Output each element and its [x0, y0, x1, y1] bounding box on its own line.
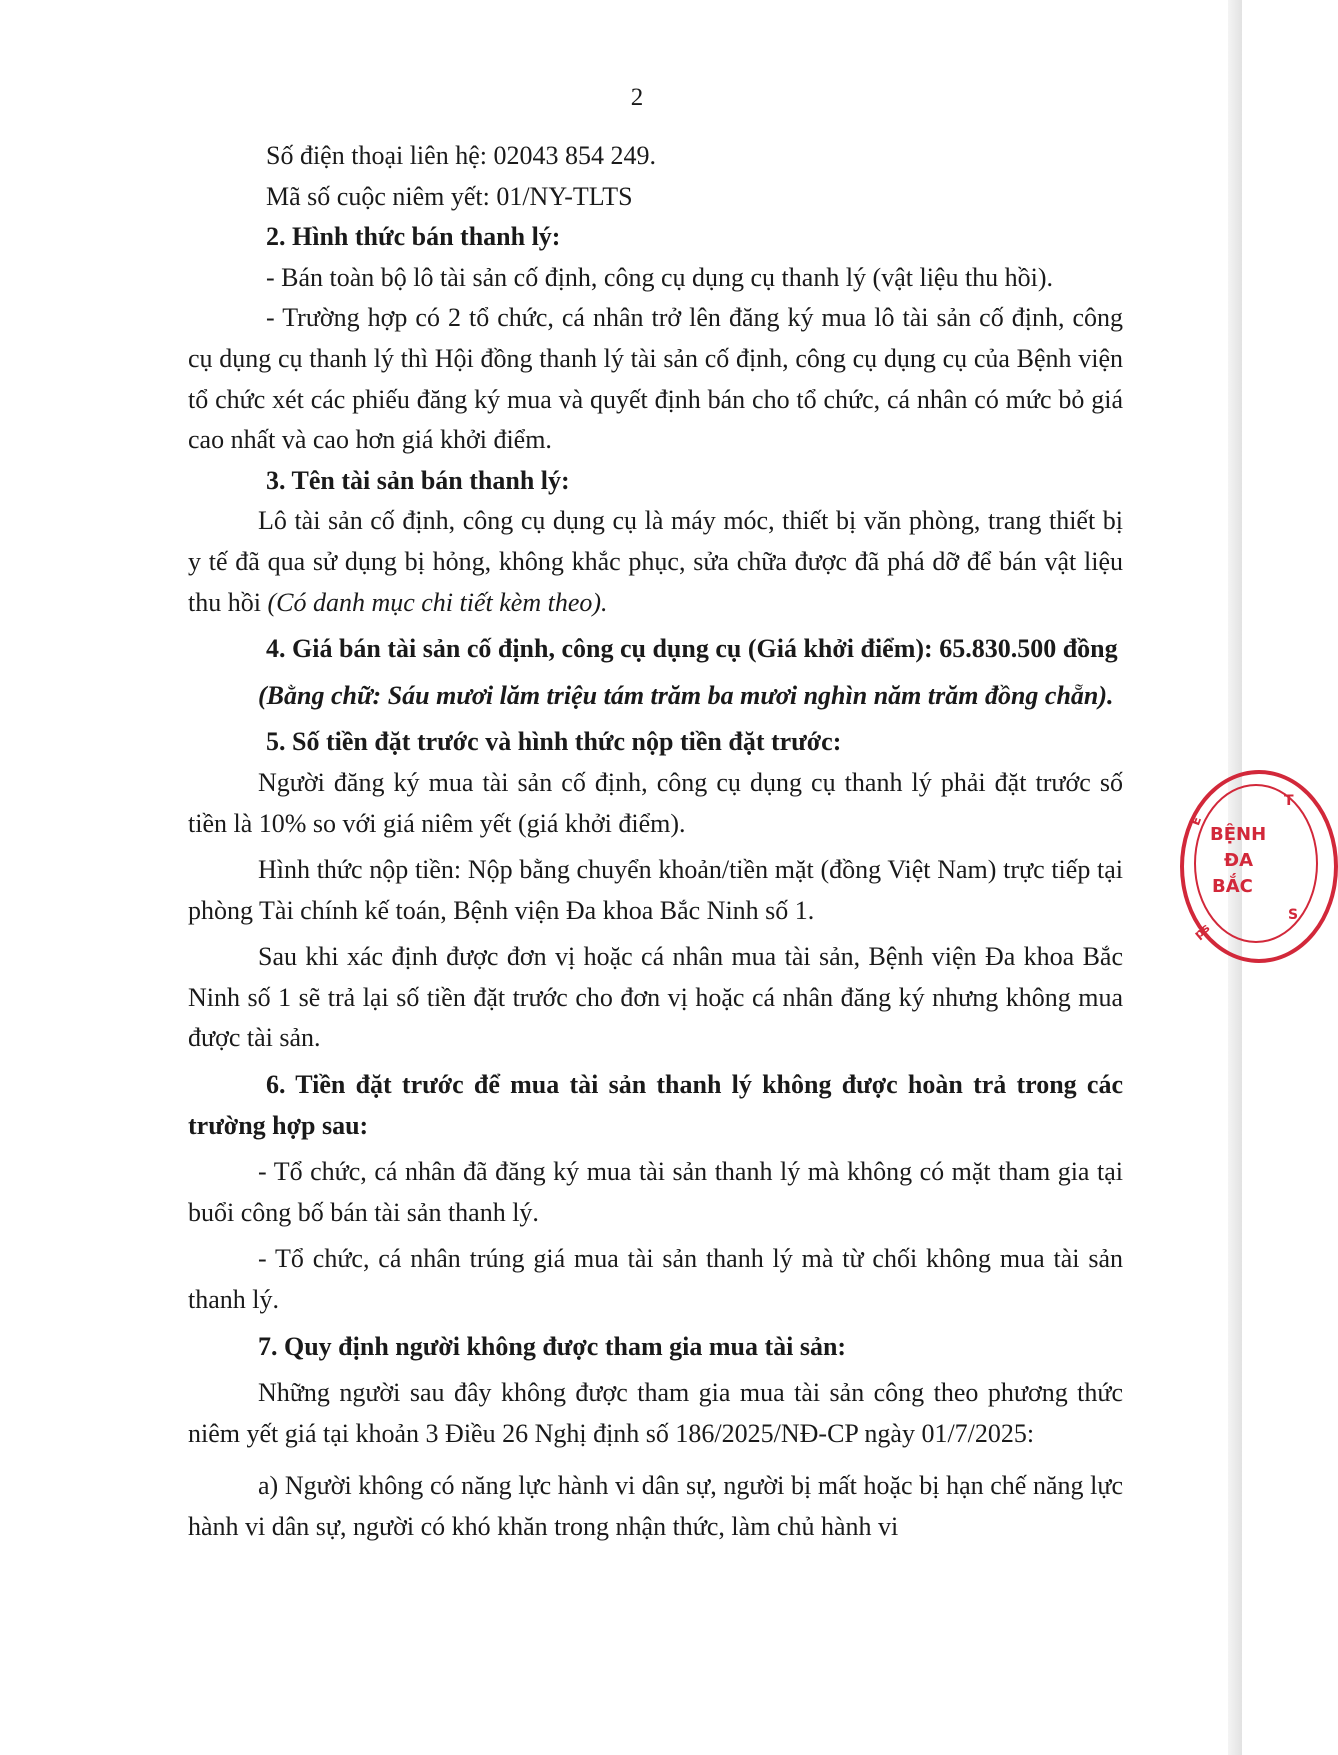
section-2-heading: 2. Hình thức bán thanh lý:	[266, 222, 561, 252]
section-5-para-2: Hình thức nộp tiền: Nộp bằng chuyển khoản/tiền mặt (đồng Việt Nam) trực tiếp tại phòng Tài chính kế toán, Bệnh viện Đa khoa Bắc Ninh số 1.	[188, 855, 1123, 925]
section-3-note: (Có danh mục chi tiết kèm theo).	[267, 587, 608, 617]
section-6-item-1: - Tổ chức, cá nhân đã đăng ký mua tài sản thanh lý mà không có mặt tham gia tại buổi công bố bán tài sản thanh lý.	[188, 1157, 1123, 1227]
section-5-heading: 5. Số tiền đặt trước và hình thức nộp tiền đặt trước:	[266, 727, 842, 757]
stamp-inner-ring	[1194, 784, 1318, 943]
stamp-text-line-2: ĐA	[1224, 850, 1254, 871]
stamp-text-bottom: S	[1288, 907, 1299, 923]
stamp-text-lower-left: ps	[1191, 920, 1213, 942]
document-body	[188, 136, 1123, 1548]
section-5-para-3: Sau khi xác định được đơn vị hoặc cá nhân mua tài sản, Bệnh viện Đa khoa Bắc Ninh số 1 sẽ trả lại số tiền đặt trước cho đơn vị hoặc cá nhân đăng ký nhưng không mua được tài sản.	[188, 942, 1123, 1053]
section-2-item-1: - Bán toàn bộ lô tài sản cố định, công cụ dụng cụ thanh lý (vật liệu thu hồi).	[266, 262, 1054, 292]
section-2-item-2: - Trường hợp có 2 tổ chức, cá nhân trở lên đăng ký mua lô tài sản cố định, công cụ dụng cụ thanh lý thì Hội đồng thanh lý tài sản cố định, công cụ dụng cụ của Bệnh viện tổ chức xét các phiếu đăng ký mua và quyết định bán cho tổ chức, cá nhân có mức bỏ giá cao nhất và cao hơn giá khởi điểm.	[188, 303, 1123, 455]
red-seal-stamp	[1180, 770, 1338, 963]
section-4-heading: 4. Giá bán tài sản cố định, công cụ dụng cụ (Giá khởi điểm): 65.830.500 đồng	[266, 634, 1118, 664]
section-4-amount-words: (Bằng chữ: Sáu mươi lăm triệu tám trăm ba mươi nghìn năm trăm đồng chẵn).	[258, 680, 1114, 710]
section-6-heading: 6. Tiền đặt trước để mua tài sản thanh lý không được hoàn trả trong các trường hợp sau:	[188, 1070, 1123, 1140]
stamp-text-top: T	[1284, 793, 1294, 809]
stamp-text-line-3: BẮC	[1212, 876, 1253, 897]
section-3-body: Lô tài sản cố định, công cụ dụng cụ là máy móc, thiết bị văn phòng, trang thiết bị y tế đã qua sử dụng bị hỏng, không khắc phục, sửa chữa được đã phá dỡ để bán vật liệu thu hồi (Có danh mục chi tiết kèm theo).	[188, 506, 1123, 617]
section-7-heading: 7. Quy định người không được tham gia mua tài sản:	[258, 1331, 847, 1361]
stamp-text-left: E	[1188, 814, 1205, 828]
listing-code: Mã số cuộc niêm yết: 01/NY-TLTS	[266, 181, 633, 211]
stamp-text-line-1: BỆNH	[1210, 824, 1267, 845]
section-7-para-1: Những người sau đây không được tham gia mua tài sản công theo phương thức niêm yết giá tại khoản 3 Điều 26 Nghị định số 186/2025/NĐ-CP ngày 01/7/2025:	[188, 1378, 1123, 1448]
section-7-item-a: a) Người không có năng lực hành vi dân sự, người bị mất hoặc bị hạn chế năng lực hành vi dân sự, người có khó khăn trong nhận thức, làm chủ hành vi	[188, 1471, 1123, 1541]
page-number: 2	[630, 84, 644, 111]
section-6-item-2: - Tổ chức, cá nhân trúng giá mua tài sản thanh lý mà từ chối không mua tài sản thanh lý.	[188, 1244, 1123, 1315]
section-5-para-1: Người đăng ký mua tài sản cố định, công cụ dụng cụ thanh lý phải đặt trước số tiền là 10% so với giá niêm yết (giá khởi điểm).	[188, 767, 1123, 838]
section-3-heading: 3. Tên tài sản bán thanh lý:	[266, 465, 570, 495]
contact-phone: Số điện thoại liên hệ: 02043 854 249.	[266, 141, 656, 170]
